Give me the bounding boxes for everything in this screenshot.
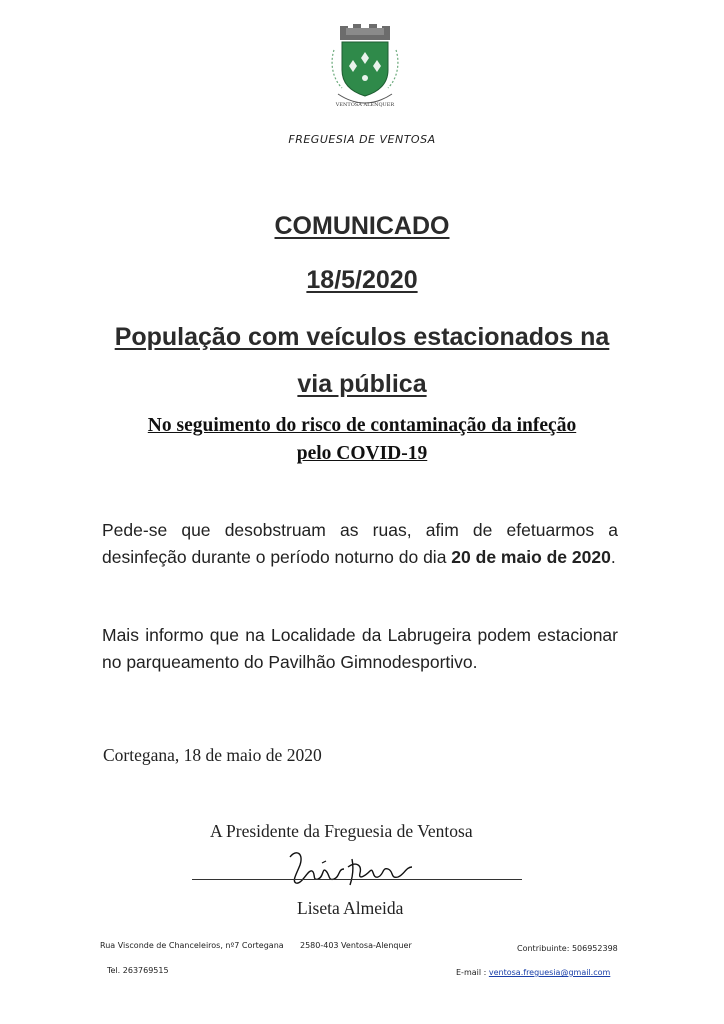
coat-of-arms-logo [326,22,404,110]
footer-postal-code: 2580-403 Ventosa-Alenquer [300,941,412,950]
subtitle-line-2: pelo COVID-19 [296,443,428,464]
organization-name: FREGUESIA DE VENTOSA [288,133,436,146]
subject-line-1: População com veículos estacionados na [114,323,610,351]
place-and-date: Cortegana, 18 de maio de 2020 [103,745,322,765]
paragraph-1-end: . [610,547,616,567]
signature-line [192,879,522,880]
document-date: 18/5/2020 [306,266,418,294]
subject-line-2: via pública [297,370,427,398]
document-subtitle [0,412,724,468]
mural-crown-icon [340,24,390,40]
crest-motto: VENTOSA ALENQUER [335,102,395,108]
signatory-title: A Presidente da Freguesia de Ventosa [210,821,473,841]
document-subject [0,314,724,408]
body-paragraph-2: Mais informo que na Localidade da Labrugeira podem estacionar no parqueamento do Pavilhão Gimnodesportivo. [102,625,618,672]
email-link[interactable]: ventosa.freguesia@gmail.com [488,968,611,977]
body-paragraph-1 [102,517,618,571]
email-label: E-mail : [456,968,489,977]
shield-icon [342,42,388,96]
footer-address: Rua Visconde de Chanceleiros, nº7 Cortegana [100,941,284,950]
footer-taxpayer-number: Contribuinte: 506952398 [517,944,618,953]
footer-email [456,968,610,977]
document-title: COMUNICADO [274,212,450,240]
paragraph-1-date: 20 de maio de 2020 [451,547,611,567]
signatory-name: Liseta Almeida [297,898,404,918]
handwritten-signature [282,845,432,895]
subtitle-line-1: No seguimento do risco de contaminação da infeção [147,415,577,436]
footer-phone: Tel. 263769515 [107,966,169,975]
paragraph-1-text: Pede-se que desobstruam as ruas, afim de efetuarmos a desinfeção durante o período noturno do dia [102,520,618,567]
